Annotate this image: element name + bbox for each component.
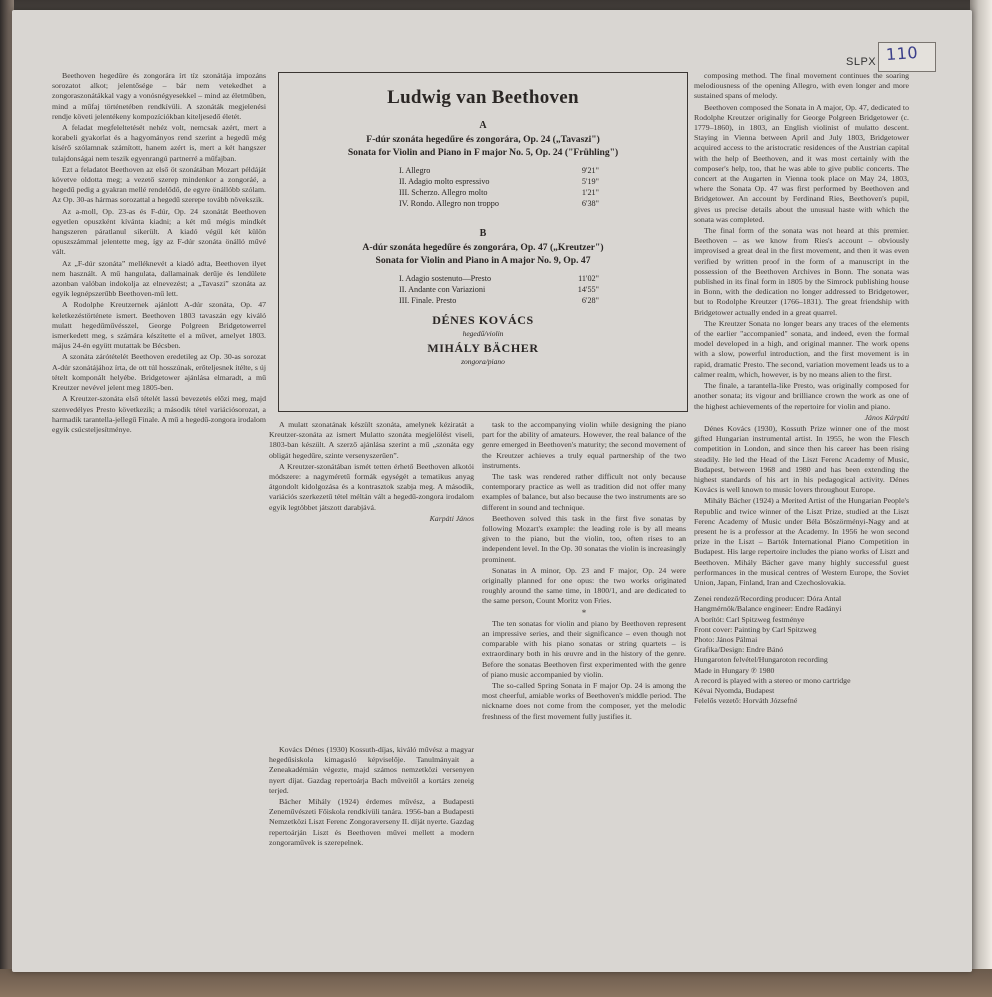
composer-title: Ludwig van Beethoven <box>387 87 579 108</box>
side-b-title-en: Sonata for Violin and Piano in A major No. 9, Op. 47 <box>375 255 591 266</box>
track-duration: 1'21" <box>581 188 599 197</box>
paragraph: The so-called Spring Sonata in F major Op. 24 is among the most cheerful, amiable works of Beethoven's middle period. The nickname does not come from the composer, yet the melodic freshness of the first movement fully justifies it. <box>482 681 686 721</box>
handwritten-number: 110 <box>885 42 919 65</box>
paragraph: Bächer Mihály (1924) érdemes művész, a Budapesti Zeneművészeti Főiskola rendkívüli tanára. 1956-ban a Budapesti Nemzetközi Liszt Ferenc Zongoraverseny II. díját nyerte. Gazdag repertoárján Liszt és Beethoven művei mellett a modern zongoraművek is szerepelnek. <box>269 797 474 847</box>
paragraph: Kovács Dénes (1930) Kossuth-díjas, kiváló művész a magyar hegedűsiskola kimagasló képviselője. Tanulmányait a Zeneakadémián végezte, majd számos nemzetközi versenyen nyert díjat. Gazdag repertoárja Bach műveitől a kortárs zeneig terjed. <box>269 745 474 795</box>
credit-line: Hangmérnök/Balance engineer: Endre Radányi <box>694 604 842 614</box>
paragraph: A Kreutzer-szonáta első tételét lassú bevezetés előzi meg, majd szenvedélyes Presto következik; a második tétel variációsorozat, a harmadik tarantella-jellegű Finale. A mű a hegedű-zongora irodalom egyik csúcsteljesítménye. <box>52 394 266 434</box>
track-row <box>399 176 599 187</box>
track-title: I. Adagio sostenuto—Presto <box>399 274 492 283</box>
paragraph: Beethoven solved this task in the first five sonatas by following Mozart's example: the leading role is by all means given to the piano, but the violin, too, often rises to an independent level. In the Op. 30 sonatas the violin is increasingly prominent. <box>482 513 686 564</box>
production-credits <box>694 594 909 706</box>
track-duration: 6'28" <box>581 296 599 305</box>
track-duration: 11'02" <box>578 274 599 283</box>
track-row <box>399 295 599 306</box>
performer-name: DÉNES KOVÁCS <box>432 313 534 327</box>
side-a-title-en: Sonata for Violin and Piano in F major No. 5, Op. 24 ("Frühling") <box>347 147 619 158</box>
notes-column-hungarian <box>52 71 266 946</box>
credit-line: A borítót: Carl Spitzweg festménye <box>694 614 805 624</box>
author-signature: János Kárpáti <box>864 412 909 422</box>
track-title: II. Andante con Variazioni <box>399 285 486 294</box>
credit-line: Zenei rendező/Recording producer: Dóra Antal <box>694 594 842 604</box>
notes-column-english-right <box>694 71 909 946</box>
track-duration: 5'19" <box>581 177 599 186</box>
notes-column-english-center <box>482 420 686 946</box>
paragraph: Sonatas in A minor, Op. 23 and F major, Op. 24 were originally planned for one opus: the two works originated roughly around the same time, in 1800/1, and are dedicated to the same person, Count Moritz von Fries. <box>482 565 686 606</box>
notes-column-middle-lower <box>269 745 474 945</box>
paragraph: The finale, a tarantella-like Presto, was originally composed for another sonata; its vigour and brilliance crown the work as one of the highest achievements of the repertoire for violin and piano. <box>694 381 909 411</box>
credit-line: Grafika/Design: Endre Bánó <box>694 645 784 655</box>
track-row <box>399 198 599 209</box>
paragraph: The final form of the sonata was not heard at this premier. Beethoven – as we know from Ries's account – obviously improvised a great deal in the first movement, and then it was even verified by written proof in the form of a manuscript in the possession of the Beethoven Archives in Bonn. The sonata was published in its final form in 1805 by the Simrock publishing house in Bonn, with the dedication no longer addressed to Bridgetower, but to Rodolphe Kreutzer (1766–1831). The great friendship with Bridgetower actually ended in a great quarrel. <box>694 226 909 317</box>
side-a-label: A <box>479 120 487 131</box>
paragraph: Az „F-dúr szonáta” melléknevét a kiadó adta, Beethoven ilyet nem használt. A mű hangulata, dallamainak derűje és lendülete azonban valóban indokolja az elnevezést; a „Tavaszi” szonáta az egyik legnépszerűbb Beethoven-mű lett. <box>52 258 266 299</box>
paragraph: Beethoven composed the Sonata in A major, Op. 47, dedicated to Rodolphe Kreutzer originally for George Polgreen Bridgetower (c. 1779–1860), in 1803, an English violinist of mulatto descent. Staying in Vienna between April and July 1803, Bridgetower acquired access to the aristocratic residences of the Austrian capital with the help of Beethoven, and it was most certainly with the composer's help, too, that he was able to give public concerts. The concert at the Augarten in Vienna took place on May 24, 1803, where the Sonata Op. 47 was first performed by Beethoven and Bridgetower. An account by Ferdinand Ries, Beethoven's pupil, gives us precise details about the unusual haste with which the sonata was completed. <box>694 102 909 224</box>
track-title: III. Scherzo. Allegro molto <box>399 188 488 197</box>
credit-line: Photo: János Pálmai <box>694 634 758 644</box>
catalog-prefix: SLPX <box>846 56 877 68</box>
credit-line: Hungaroton felvétel/Hungaroton recording <box>694 655 828 665</box>
paragraph: Ezt a feladatot Beethoven az első öt szonátában Mozart példáját követve oldotta meg; a vezető szerep mindenkor a zongoráé, a hegedű pedig a gyakran mellé rendelődő, de egyre önállóbb szólam. Az Op. 30-as hármas sorozattal a hegedű szerepe tovább növekszik. <box>52 164 266 205</box>
track-duration: 14'55" <box>577 285 599 294</box>
paragraph: A feladat megfeleltetését nehéz volt, nemcsak azért, mert a korabeli gyakorlat és a hagyományos rend szerint a hegedű még kísérő szólamnak számított, hanem azért is, mert a két hangszer tulajdonságai nem teszik egyenrangú partnerré a műfajban. <box>52 123 266 163</box>
paragraph: A Kreutzer-szonátában ismét tetten érhető Beethoven alkotói módszere: a nagyméretű formák egységét a tematikus anyag átgondolt kidolgozása és a kontrasztok szabja meg. A második, variációs szerkezetű tétel méltán vált a hegedű-zongora irodalom egyik legtöbbet játszott darabjává. <box>269 461 474 512</box>
track-title: I. Allegro <box>399 166 431 175</box>
track-title: III. Finale. Presto <box>399 296 457 305</box>
performer-role: hegedű/violin <box>462 329 504 338</box>
track-title: IV. Rondo. Allegro non troppo <box>399 199 499 208</box>
credit-line: Front cover: Painting by Carl Spitzweg <box>694 624 817 634</box>
credit-line: Kévai Nyomda, Budapest <box>694 685 775 695</box>
catalog-number <box>838 40 948 70</box>
backdrop-bottom <box>0 969 992 997</box>
credit-line: Felelős vezető: Horváth Józsefné <box>694 696 798 706</box>
paragraph: Beethoven hegedűre és zongorára írt tíz szonátája impozáns sorozatot alkot; jelentősége – bár nem vetekedhet a zongoraszonátákkal vagy a vonósnégyesekkel – mind az életműben, mind a műfaj történetében rendkívüli. A szonáták megjelenési rendje követi jelentékeny kompozíciókban kiteljesedő életét. <box>52 71 266 121</box>
paragraph: Dénes Kovács (1930), Kossuth Prize winner one of the most gifted Hungarian instrumental artist. In 1955, he won the Flesch competition in London, and since then his career has been rising steadily. He led the Head of the Liszt Ferenc Academy of Music, Budapest, between 1968 and 1980 and has been extending the highest standards of his art in his pedagogical activity. Dénes Kovács is well known to music lovers throughout Europe. <box>694 423 909 495</box>
backdrop-right <box>970 0 992 997</box>
paragraph: composing method. The final movement continues the soaring melodiousness of the opening Allegro, with even longer and more sustained spans of melody. <box>694 71 909 101</box>
paragraph: The ten sonatas for violin and piano by Beethoven represent an impressive series, and their significance – even though not comparable with his piano sonatas or string quartets – is extraordinary both in his œuvre and in the history of the genre. Before the sonatas Beethoven first experimented with the genre of piano music accompanied by violin. <box>482 618 686 679</box>
side-a-title-hu: F-dúr szonáta hegedűre és zongorára, Op. 24 („Tavaszi") <box>366 134 600 145</box>
paragraph: A Rodolphe Kreutzernek ajánlott A-dúr szonáta, Op. 47 keletkezéstörténete ismert. Beethoven 1803 tavaszán egy kiváló mulatt hegedűművésszel, George Polgreen Bridgetowerrel ismerkedett meg, s számára készítette el a művet, amelyet 1803. május 24-én együtt mutattak be Bécsben. <box>52 300 266 351</box>
paragraph: task to the accompanying violin while designing the piano part for the ability of amateurs. However, the real balance of the genre emerged in Beethoven's maturity; the second movement of the Kreutzer achieves a truly equal partnership of the two instruments. <box>482 420 686 470</box>
paragraph: Mihály Bächer (1924) a Merited Artist of the Hungarian People's Republic and twice winner of the Liszt Prize, studied at the Liszt Ferenc Academy of Music under Béla Böszörményi-Nagy and at present he is a professor at the Academy. In 1956 he won second prize in the Liszt – Bartók International Piano Competition in Budapest. His large repertoire includes the piano works of Liszt and Beethoven. Mihály Bächer gave many highly successful guest performances in the musical centres of Western Europe, the Soviet Union, Japan, Finland, Iran and Czechoslovakia. <box>694 496 909 587</box>
track-duration: 9'21" <box>581 166 599 175</box>
performer-role: zongora/piano <box>461 357 505 366</box>
performer-name: MIHÁLY BÄCHER <box>427 341 539 355</box>
credit-line: Made in Hungary ℗ 1980 <box>694 665 775 675</box>
track-row <box>399 284 599 295</box>
side-b-title-hu: A-dúr szonáta hegedűre és zongorára, Op. 47 („Kreutzer") <box>362 242 604 253</box>
author-signature: Karpáti János <box>429 513 474 523</box>
notes-column-middle-upper <box>269 420 474 740</box>
paragraph: Az a-moll, Op. 23-as és F-dúr, Op. 24 szonátát Beethoven egyetlen opuszként kívánta kiadni; a két mű mégis mindkét hangszeren páratlanul sikerült. A kiadó végül két külön opuszszámmal jelentette meg, így az F-dúr szonáta önálló művé vált. <box>52 206 266 257</box>
track-row <box>399 165 599 176</box>
track-duration: 6'38" <box>581 199 599 208</box>
track-row <box>399 187 599 198</box>
paragraph: The task was rendered rather difficult not only because contemporary practice as well as tradition did not offer many examples of balance, but also because the two instruments are so different in sound and technique. <box>482 472 686 512</box>
side-b-label: B <box>479 228 487 239</box>
track-row <box>399 273 599 284</box>
paragraph: A szonáta zárótételét Beethoven eredetileg az Op. 30-as sorozat A-dúr szonátájához írta, de ott túl hosszúnak, erőteljesnek ítélte, s új tételt komponált helyébe. Bridgetower ajánlása elmaradt, a mű Kreutzer nevével jelent meg 1805-ben. <box>52 352 266 393</box>
section-separator: * <box>581 607 587 618</box>
paragraph: A mulatt szonatának készült szonáta, amelynek kéziratát a Kreutzer-szonáta az ismert Mulatto szonáta megjelölést viseli, 1803-ban készült. A szerző ajánlása szerint a mű „szonáta egy obligát hegedűre, szinte versenyszerűen”. <box>269 420 474 460</box>
credit-line: A record is played with a stereo or mono cartridge <box>694 675 851 685</box>
paragraph: The Kreutzer Sonata no longer bears any traces of the elements of the earlier "accompanied" sonata, and indeed, even the formal model developed in a high, and original manner. The work opens with a slow, powerful introduction, and the first movement is in rapid, dramatic Presto. The second, variation movement leads us to a calmer realm, which, however, is by no means alien to the first. <box>694 318 909 379</box>
track-title: II. Adagio molto espressivo <box>399 177 490 186</box>
tracklist-box <box>278 72 688 412</box>
